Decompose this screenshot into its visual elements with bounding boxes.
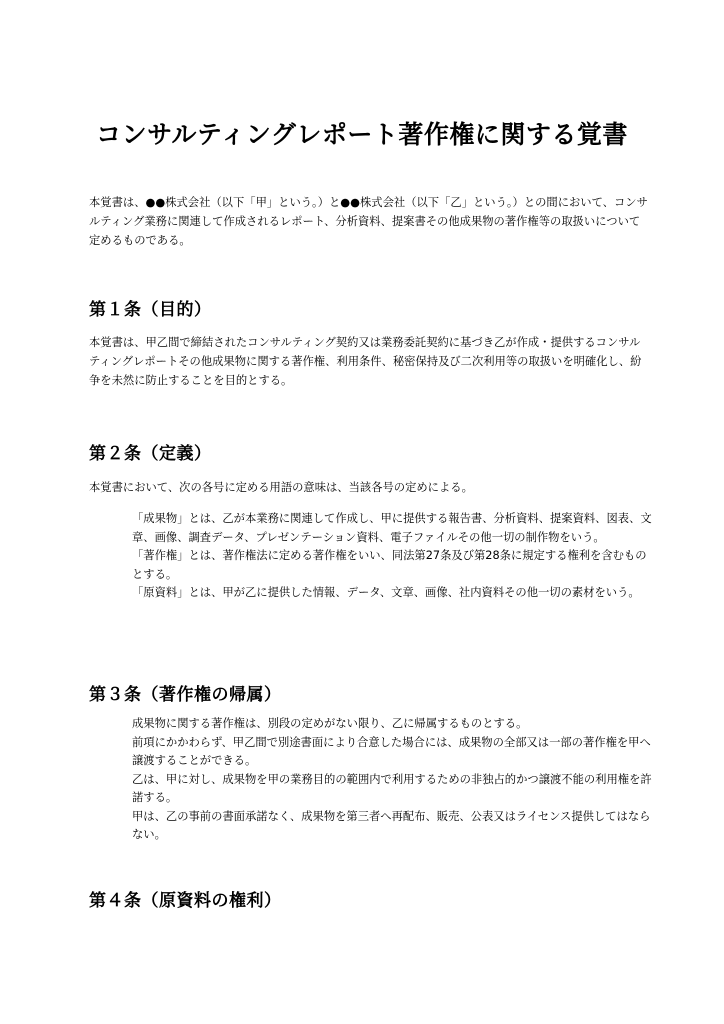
article-2-heading: 第２条（定義） (89, 444, 212, 464)
definition-item: 「成果物」とは、乙が本業務に関連して作成し、甲に提供する報告書、分析資料、提案資料、図表、文章、画像、調査データ、プレゼンテーション資料、電子ファイルその他一切の制作物をいう。 (132, 512, 652, 544)
document-title: コンサルティングレポート著作権に関する覚書 (96, 120, 628, 149)
clause-item: 前項にかかわらず、甲乙間で別途書面により合意した場合には、成果物の全部又は一部の著作権を甲へ譲渡することができる。 (132, 735, 651, 767)
article-1-body: 本覚書は、甲乙間で締結されたコンサルティング契約又は業務委託契約に基づき乙が作成・提供するコンサルティングレポートその他成果物に関する著作権、利用条件、秘密保持及び二次利用等の取扱いを明確化し、紛争を未然に防止することを目的とする。 (89, 336, 642, 387)
article-3-clauses-list (132, 715, 652, 845)
definition-item: 「原資料」とは、甲が乙に提供した情報、データ、文章、画像、社内資料その他一切の素材をいう。 (132, 586, 640, 599)
clause-item: 甲は、乙の事前の書面承諾なく、成果物を第三者へ再配布、販売、公表又はライセンス提供してはならない。 (132, 809, 651, 841)
clause-item: 成果物に関する著作権は、別段の定めがない限り、乙に帰属するものとする。 (132, 717, 528, 730)
article-2-definitions-list (132, 510, 652, 603)
article-1-heading: 第１条（目的） (89, 300, 212, 320)
article-4-heading: 第４条（原資料の権利） (89, 891, 282, 911)
definition-item: 「著作権」とは、著作権法に定める著作権をいい、同法第27条及び第28条に規定する権利を含むものとする。 (132, 549, 647, 581)
intro-paragraph: 本覚書は、●●株式会社（以下「甲」という。）と●●株式会社（以下「乙」という。）との間において、コンサルティング業務に関連して作成されるレポート、分析資料、提案書その他成果物の著作権等の取扱いについて定めるものである。 (89, 196, 648, 247)
article-2-body: 本覚書において、次の各号に定める用語の意味は、当該各号の定めによる。 (89, 481, 473, 494)
clause-item: 乙は、甲に対し、成果物を甲の業務目的の範囲内で利用するための非独占的かつ譲渡不能の利用権を許諾する。 (132, 772, 652, 804)
article-3-heading: 第３条（著作権の帰属） (89, 685, 282, 705)
